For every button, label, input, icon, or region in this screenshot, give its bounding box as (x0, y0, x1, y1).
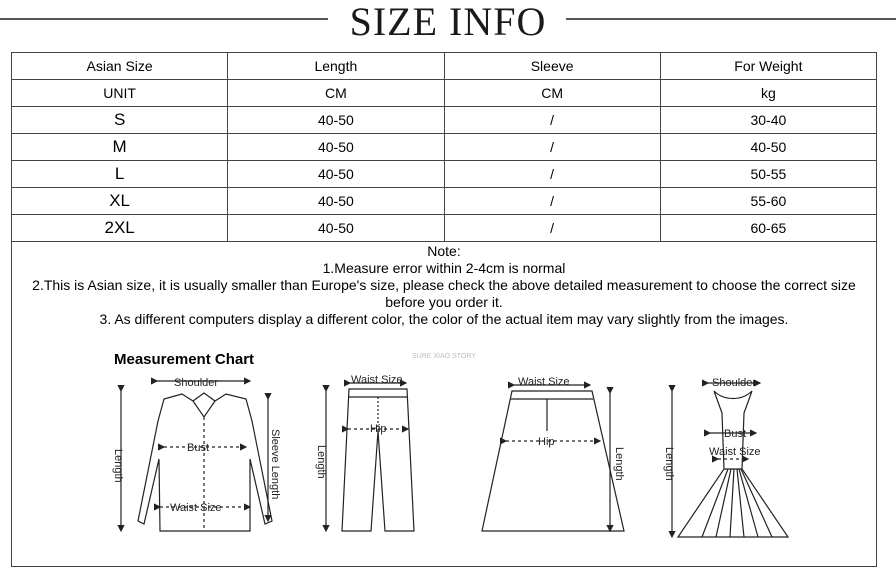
column-header: For Weight (660, 53, 876, 80)
weight-cell: 60-65 (660, 215, 876, 242)
table-header-row (12, 53, 877, 80)
sleeve-cell: / (444, 107, 660, 134)
pants-length-label: Length (315, 445, 327, 479)
dress-waist-label: Waist Size (709, 446, 761, 458)
sleeve-cell: / (444, 188, 660, 215)
table-row (12, 215, 877, 242)
dress-shoulder-label: Shoulder (712, 377, 757, 389)
shirt-sleeve-label: Sleeve Length (269, 429, 281, 500)
length-cell: 40-50 (228, 215, 444, 242)
dress-bust-label: Bust (724, 428, 747, 440)
length-cell: 40-50 (228, 134, 444, 161)
dress-length-label: Length (663, 447, 675, 481)
skirt-hip-label: Hip (538, 436, 555, 448)
table-row (12, 161, 877, 188)
length-cell: 40-50 (228, 161, 444, 188)
table-row (12, 107, 877, 134)
unit-cell: UNIT (12, 80, 228, 107)
unit-cell: kg (660, 80, 876, 107)
weight-cell: 30-40 (660, 107, 876, 134)
sleeve-cell: / (444, 215, 660, 242)
weight-cell: 50-55 (660, 161, 876, 188)
sleeve-cell: / (444, 134, 660, 161)
sleeve-cell: / (444, 161, 660, 188)
shirt-shoulder-label: Shoulder (174, 377, 219, 389)
note-line-1: 1.Measure error within 2-4cm is normal (322, 260, 566, 276)
note-line-3: 3. As different computers display a different color, the color of the actual item may vary slightly from the images. (99, 311, 789, 327)
size-cell: XL (12, 188, 228, 215)
dress-diagram (672, 383, 788, 537)
size-cell: 2XL (12, 215, 228, 242)
dress-pleats (702, 469, 772, 537)
length-cell: 40-50 (228, 188, 444, 215)
watermark: SURE XIAO STORY (412, 353, 476, 360)
column-header: Asian Size (12, 53, 228, 80)
size-table (11, 52, 877, 242)
size-cell: S (12, 107, 228, 134)
skirt-diagram (482, 385, 624, 531)
weight-cell: 55-60 (660, 188, 876, 215)
table-row (12, 134, 877, 161)
unit-cell: CM (228, 80, 444, 107)
pants-diagram (326, 383, 414, 531)
table-row (12, 188, 877, 215)
note-line-2-cont: before you order it. (385, 294, 503, 310)
size-cell: L (12, 161, 228, 188)
skirt-outline-icon (482, 391, 624, 531)
note-line-2: 2.This is Asian size, it is usually smaller than Europe's size, please check the above detailed measurement to choose the correct size (32, 277, 856, 293)
dress-outline-icon (678, 391, 788, 537)
note-heading: Note: (427, 243, 461, 259)
measurement-chart-title: Measurement Chart (114, 351, 255, 368)
weight-cell: 40-50 (660, 134, 876, 161)
pants-waist-label: Waist Size (351, 374, 403, 386)
column-header: Sleeve (444, 53, 660, 80)
shirt-bust-label: Bust (187, 442, 210, 454)
size-cell: M (12, 134, 228, 161)
unit-cell: CM (444, 80, 660, 107)
skirt-waist-label: Waist Size (518, 376, 570, 388)
pants-hip-label: Hip (370, 423, 387, 435)
title-rule-right (566, 18, 896, 20)
shirt-waist-label: Waist Size (170, 502, 222, 514)
page-title: SIZE INFO (349, 0, 547, 44)
skirt-length-label: Length (613, 447, 625, 481)
length-cell: 40-50 (228, 107, 444, 134)
title-row (0, 0, 896, 44)
notes-box (11, 241, 877, 567)
column-header: Length (228, 53, 444, 80)
measurement-diagrams (12, 241, 878, 567)
table-unit-row (12, 80, 877, 107)
shirt-length-label: Length (112, 449, 124, 483)
shirt-collar-icon (193, 401, 215, 417)
